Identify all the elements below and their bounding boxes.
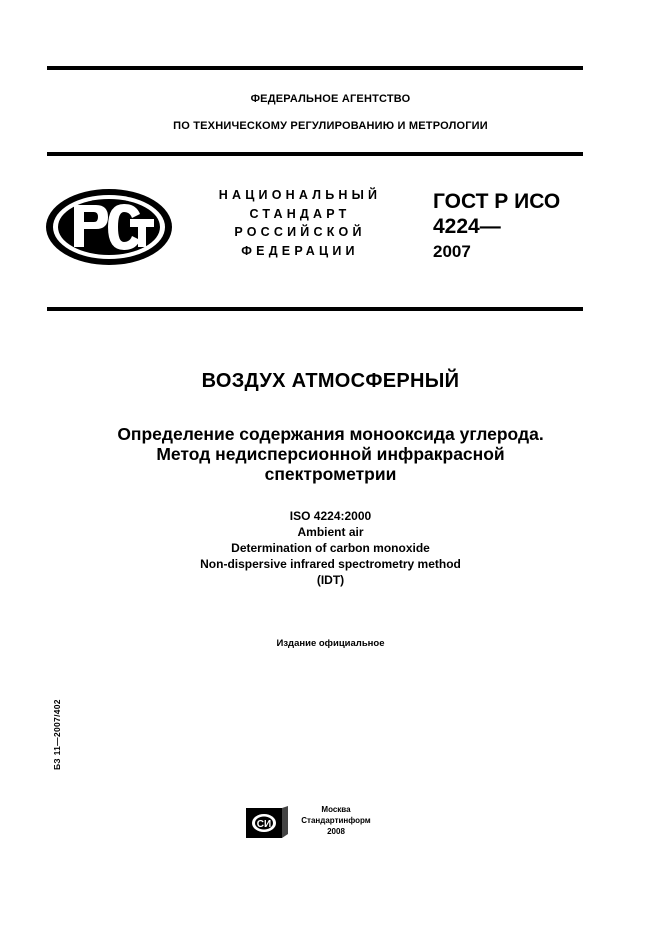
document-subtitle xyxy=(0,424,661,484)
standard-label-line-1: НАЦИОНАЛЬНЫЙ xyxy=(218,188,382,202)
subtitle-line-1: Определение содержания монооксида углерода. xyxy=(117,424,544,444)
top-rule xyxy=(47,66,583,70)
iso-line-3: Determination of carbon monoxide xyxy=(231,541,430,555)
publisher-info xyxy=(296,804,376,837)
gost-year: 2007 xyxy=(433,242,471,261)
standard-label-line-3: РОССИЙСКОЙ xyxy=(234,225,366,239)
publisher-name: Стандартинформ xyxy=(301,816,371,825)
document-title: ВОЗДУХ АТМОСФЕРНЫЙ xyxy=(201,370,460,392)
title-block-rule xyxy=(47,307,583,311)
rst-certification-mark-icon xyxy=(44,187,174,267)
standartinform-logo-icon xyxy=(246,806,288,840)
svg-text:СИ: СИ xyxy=(256,819,272,830)
subtitle-line-2: Метод недисперсионной инфракрасной xyxy=(156,444,505,464)
iso-reference xyxy=(0,508,661,588)
side-catalog-code: БЗ 11—2007/402 xyxy=(52,699,62,770)
agency-line-1: ФЕДЕРАЛЬНОЕ АГЕНТСТВО xyxy=(250,93,411,105)
standard-label-line-2: СТАНДАРТ xyxy=(249,206,351,221)
iso-line-5: (IDT) xyxy=(316,573,345,587)
standard-label xyxy=(200,186,400,260)
iso-line-1: ISO 4224:2000 xyxy=(289,509,372,523)
agency-line-2: ПО ТЕХНИЧЕСКОМУ РЕГУЛИРОВАНИЮ И МЕТРОЛОГИИ xyxy=(173,120,488,132)
iso-line-2: Ambient air xyxy=(297,525,364,539)
gost-line-1: ГОСТ Р ИСО xyxy=(433,190,561,213)
rst-logo xyxy=(44,187,174,267)
iso-line-4: Non-dispersive infrared spectrometry method xyxy=(200,557,461,571)
gost-designation xyxy=(433,189,560,264)
publisher-logo xyxy=(246,806,288,840)
edition-label: Издание официальное xyxy=(276,638,385,649)
publisher-city: Москва xyxy=(321,805,351,814)
publisher-year: 2008 xyxy=(327,827,345,836)
header-rule xyxy=(47,152,583,156)
gost-line-2: 4224— xyxy=(433,215,501,238)
standard-label-line-4: ФЕДЕРАЦИИ xyxy=(241,243,359,258)
subtitle-line-3: спектрометрии xyxy=(264,464,397,484)
